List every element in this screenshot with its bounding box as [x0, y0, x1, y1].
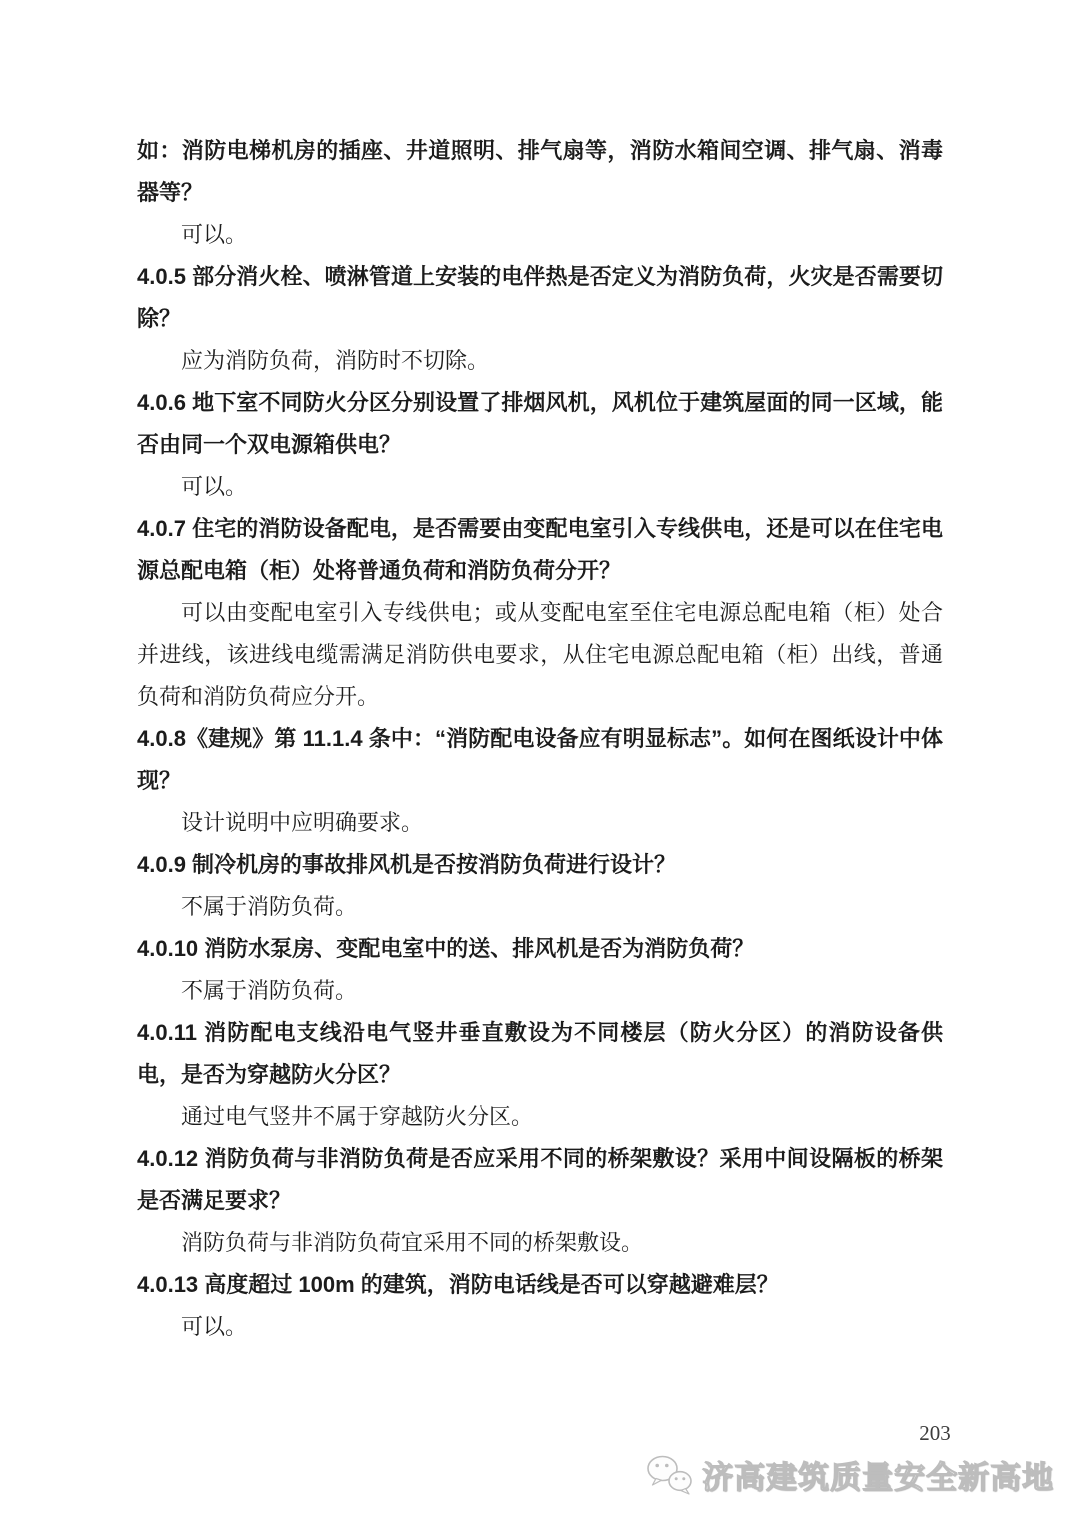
question-paragraph: 4.0.13 高度超过 100m 的建筑，消防电话线是否可以穿越避难层？ — [137, 1272, 779, 1297]
answer-paragraph: 消防负荷与非消防负荷宜采用不同的桥架敷设。 — [181, 1230, 644, 1255]
document-content — [137, 130, 943, 1348]
answer-paragraph: 不属于消防负荷。 — [181, 978, 358, 1003]
question-paragraph: 4.0.9 制冷机房的事故排风机是否按消防负荷进行设计？ — [137, 852, 677, 877]
question-paragraph: 4.0.10 消防水泵房、变配电室中的送、排风机是否为消防负荷？ — [137, 936, 755, 961]
question-paragraph: 4.0.6 地下室不同防火分区分别设置了排烟风机，风机位于建筑屋面的同一区域，能否由同一个双电源箱供电？ — [137, 390, 943, 457]
answer-paragraph: 通过电气竖井不属于穿越防火分区。 — [181, 1104, 534, 1129]
question-paragraph: 4.0.12 消防负荷与非消防负荷是否应采用不同的桥架敷设？采用中间设隔板的桥架是否满足要求？ — [137, 1146, 943, 1213]
question-paragraph: 4.0.5 部分消火栓、喷淋管道上安装的电伴热是否定义为消防负荷，火灾是否需要切除？ — [137, 264, 943, 331]
answer-paragraph: 设计说明中应明确要求。 — [181, 810, 424, 835]
question-paragraph: 4.0.11 消防配电支线沿电气竖井垂直敷设为不同楼层（防火分区）的消防设备供电，是否为穿越防火分区？ — [137, 1020, 943, 1087]
page-number: 203 — [919, 1421, 951, 1445]
question-paragraph: 4.0.8《建规》第 11.1.4 条中：“消防配电设备应有明显标志”。如何在图纸设计中体现？ — [137, 726, 943, 793]
answer-paragraph: 可以。 — [181, 1314, 248, 1339]
answer-paragraph: 可以。 — [181, 474, 248, 499]
question-paragraph: 如：消防电梯机房的插座、井道照明、排气扇等，消防水箱间空调、排气扇、消毒器等？ — [137, 138, 943, 205]
watermark — [645, 1452, 1054, 1497]
answer-paragraph: 应为消防负荷，消防时不切除。 — [181, 348, 490, 373]
question-paragraph: 4.0.7 住宅的消防设备配电，是否需要由变配电室引入专线供电，还是可以在住宅电源总配电箱（柜）处将普通负荷和消防负荷分开？ — [137, 516, 943, 583]
answer-paragraph: 可以。 — [181, 222, 248, 247]
answer-paragraph: 不属于消防负荷。 — [181, 894, 358, 919]
answer-paragraph: 可以由变配电室引入专线供电；或从变配电室至住宅电源总配电箱（柜）处合并进线，该进线电缆需满足消防供电要求，从住宅电源总配电箱（柜）出线，普通负荷和消防负荷应分开。 — [137, 600, 943, 709]
watermark-text: 济高建筑质量安全新高地 — [702, 1460, 1054, 1495]
wechat-icon — [645, 1454, 695, 1496]
